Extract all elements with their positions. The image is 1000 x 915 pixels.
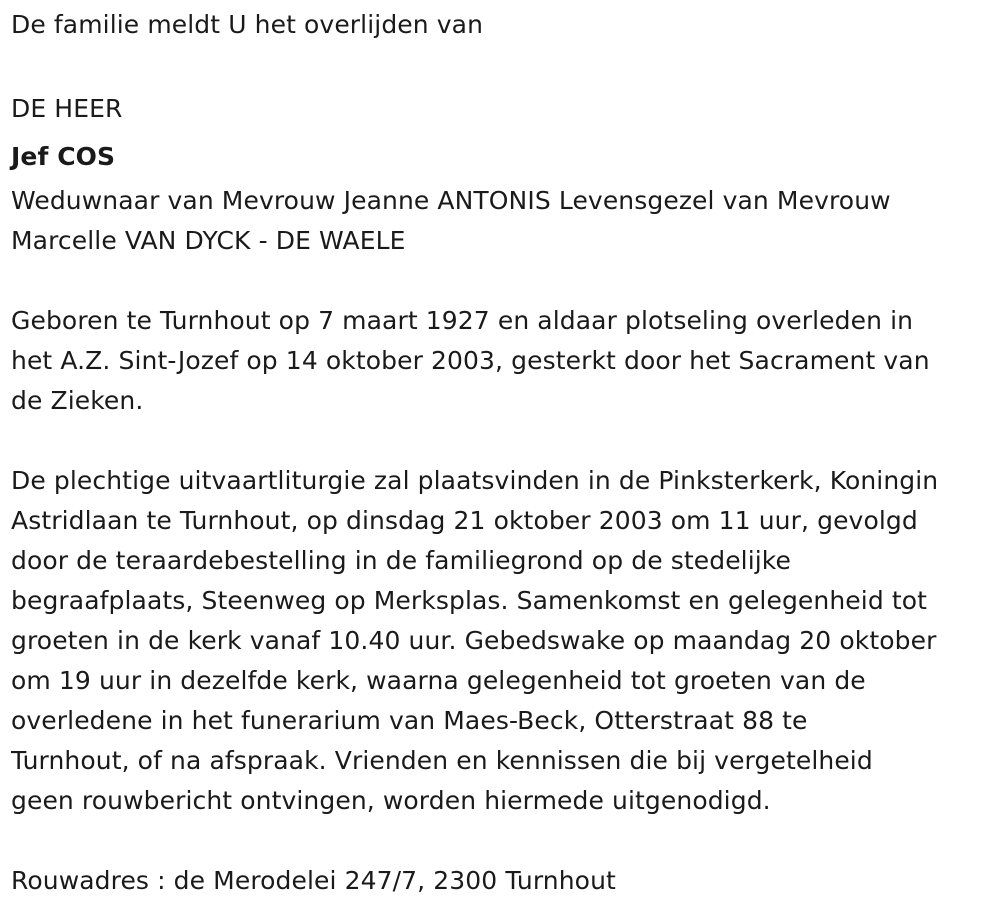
relation-line: Weduwnaar van Mevrouw Jeanne ANTONIS Levensgezel van Mevrouw [11,186,891,215]
funeral-line: door de teraardebestelling in de familiegrond op de stedelijke [11,546,791,575]
funeral-line: overledene in het funerarium van Maes-Beck, Otterstraat 88 te [11,706,808,735]
relation-line: Marcelle VAN DYCK - DE WAELE [11,226,406,255]
obituary-notice [11,0,991,901]
funeral-line: Astridlaan te Turnhout, op dinsdag 21 oktober 2003 om 11 uur, gevolgd [11,506,918,535]
birth-death-line: het A.Z. Sint-Jozef op 14 oktober 2003, gesterkt door het Sacrament van [11,346,930,375]
birth-death-line: Geboren te Turnhout op 7 maart 1927 en aldaar plotseling overleden in [11,306,914,335]
funeral-line: De plechtige uitvaartliturgie zal plaatsvinden in de Pinksterkerk, Koningin [11,466,939,495]
salutation: DE HEER [11,94,123,123]
spacer [11,261,991,301]
spacer [11,821,991,861]
funeral-line: begraafplaats, Steenweg op Merksplas. Samenkomst en gelegenheid tot [11,586,928,615]
deceased-name: Jef COS [11,142,116,171]
birth-death-line: de Zieken. [11,386,144,415]
funeral-line: geen rouwbericht ontvingen, worden hiermede uitgenodigd. [11,786,771,815]
spacer [11,45,991,85]
intro-text: De familie meldt U het overlijden van [11,10,484,39]
funeral-line: groeten in de kerk vanaf 10.40 uur. Gebedswake op maandag 20 oktober [11,626,937,655]
funeral-line: Turnhout, of na afspraak. Vrienden en kennissen die bij vergetelheid [11,746,873,775]
funeral-line: om 19 uur in dezelfde kerk, waarna gelegenheid tot groeten van de [11,666,866,695]
spacer [11,421,991,461]
mourning-address: Rouwadres : de Merodelei 247/7, 2300 Turnhout [11,866,616,895]
